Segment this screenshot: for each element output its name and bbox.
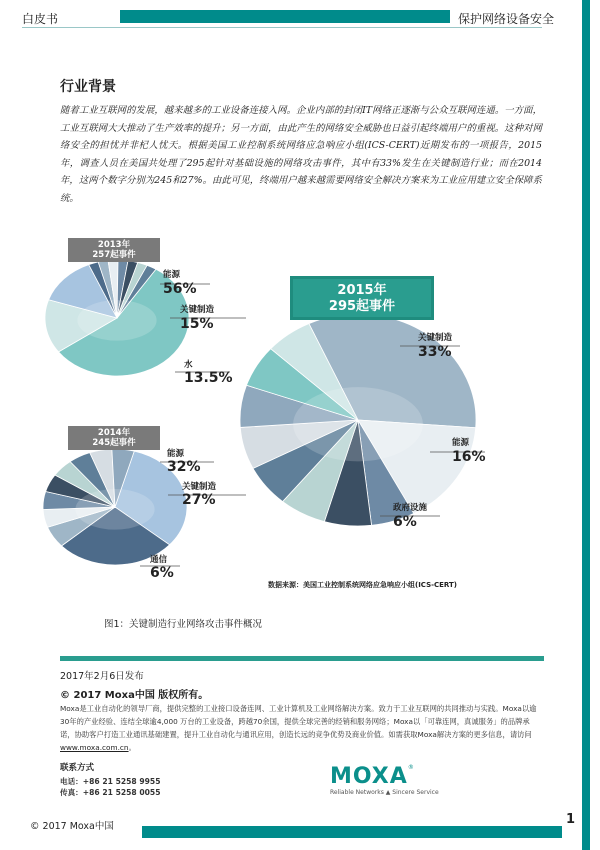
chart-2014-label-manufacturing: 关键制造 [182, 482, 217, 492]
chart-2015-year: 2015年 [337, 283, 387, 298]
contact-title: 联系方式 [60, 763, 95, 773]
chart-2013-value-energy: 56% [163, 281, 197, 297]
section-title: 行业背景 [60, 79, 116, 95]
pie-highlight [293, 387, 423, 461]
chart-2013-label-manufacturing: 关键制造 [180, 305, 215, 315]
pie-highlight [77, 300, 156, 341]
chart-2014-label-telecom: 通信 [150, 555, 168, 565]
chart-2015-title [290, 276, 434, 320]
chart-2014-count: 245起事件 [92, 438, 136, 448]
chart-2013-value-water: 13.5% [184, 370, 233, 386]
about-end: 。 [128, 743, 136, 752]
chart-2015-count: 295起事件 [328, 299, 396, 314]
chart-2013-value-manufacturing: 15% [180, 316, 214, 332]
registered-mark: ® [407, 764, 414, 771]
footer-accent-bar [142, 826, 562, 838]
chart-2015-label-manufacturing: 关键制造 [418, 333, 453, 343]
about-text: Moxa是工业自动化的领导厂商，提供完整的工业接口设备连网、工业计算机及工业网络解决方案。致力于工业互联网的共同推动与实践。Moxa以逾30年的产业经验、连结全球逾4,000 万台的工业设备，跨越70余国，提供全球完善的经销和服务网络；Moxa以「可靠连网，真诚服务」的品牌承诺，协助客户打造工业通讯基础建置，提升工业自动化与通讯应用，创造长远的竞争优势及商业价值。如需获取Moxa解决方案的更多信息，请访问 [60, 704, 537, 739]
chart-2015-value-government: 6% [393, 514, 417, 530]
footer-copyright: © 2017 Moxa中国 [30, 821, 114, 832]
chart-2015-label-energy: 能源 [452, 438, 470, 448]
logo-wordmark: MOXA [330, 764, 408, 789]
publish-date: 2017年2月6日发布 [60, 671, 144, 682]
chart-2014-value-telecom: 6% [150, 565, 174, 581]
footer-divider [60, 656, 544, 661]
chart-2014-title [68, 426, 160, 450]
data-source-note: 数据来源：美国工业控制系统网络应急响应小组(ICS-CERT) [268, 581, 457, 589]
chart-2015-label-government: 政府设施 [393, 503, 428, 513]
paragraph-text: 随着工业互联网的发展，越来越多的工业设备连接入网。企业内部的封闭IT网络正逐渐与公众互联网连通。一方面，工业互联网大大推动了生产效率的提升；另一方面，由此产生的网络安全威胁也日益引起终端用户的重视。这种对网络安全的担忧并非杞人忧天。根据美国工业控制系统网络应急响应小组(ICS-CERT)近期发布的一项报告，2015年，调查人员在美国共处理了295起针对基础设施的网络攻击事件，其中有33%发生在关键制造行业；而在2014年，这两个数字分别为245和27%。由此可见，终端用户越来越需要网络安全解决方案来为工业应用建立安全保障系统。 [60, 105, 542, 204]
contact-fax: 传真：+86 21 5258 0055 [60, 788, 161, 797]
chart-2015-value-energy: 16% [452, 449, 486, 465]
chart-2014-year: 2014年 [97, 428, 131, 438]
website-link[interactable]: www.moxa.com.cn [60, 743, 129, 752]
doc-title: 保护网络设备安全 [457, 12, 554, 26]
chart-2013-count: 257起事件 [92, 250, 136, 260]
chart-2014-label-energy: 能源 [167, 449, 185, 459]
logo-tagline: Reliable Networks ▲ Sincere Service [330, 789, 439, 796]
pie-chart-2014 [43, 449, 187, 565]
chart-2014-value-manufacturing: 27% [182, 492, 216, 508]
copyright-notice: © 2017 Moxa中国 版权所有。 [60, 690, 209, 701]
chart-2013-year: 2013年 [97, 240, 131, 250]
chart-2013-label-water: 水 [184, 360, 193, 370]
page-number: 1 [566, 812, 576, 827]
chart-2013-title [68, 238, 160, 262]
chart-2013-label-energy: 能源 [163, 270, 181, 280]
chart-2015-value-manufacturing: 33% [418, 344, 452, 360]
chart-2014-value-energy: 32% [167, 459, 201, 475]
contact-section [60, 761, 160, 798]
company-about [60, 702, 544, 754]
pie-highlight [75, 489, 154, 530]
moxa-logo [330, 764, 450, 796]
contact-phone: 电话：+86 21 5258 9955 [60, 777, 161, 786]
doc-type-label: 白皮书 [22, 12, 59, 26]
figure-caption: 图1：关键制造行业网络攻击事件概况 [104, 619, 263, 630]
